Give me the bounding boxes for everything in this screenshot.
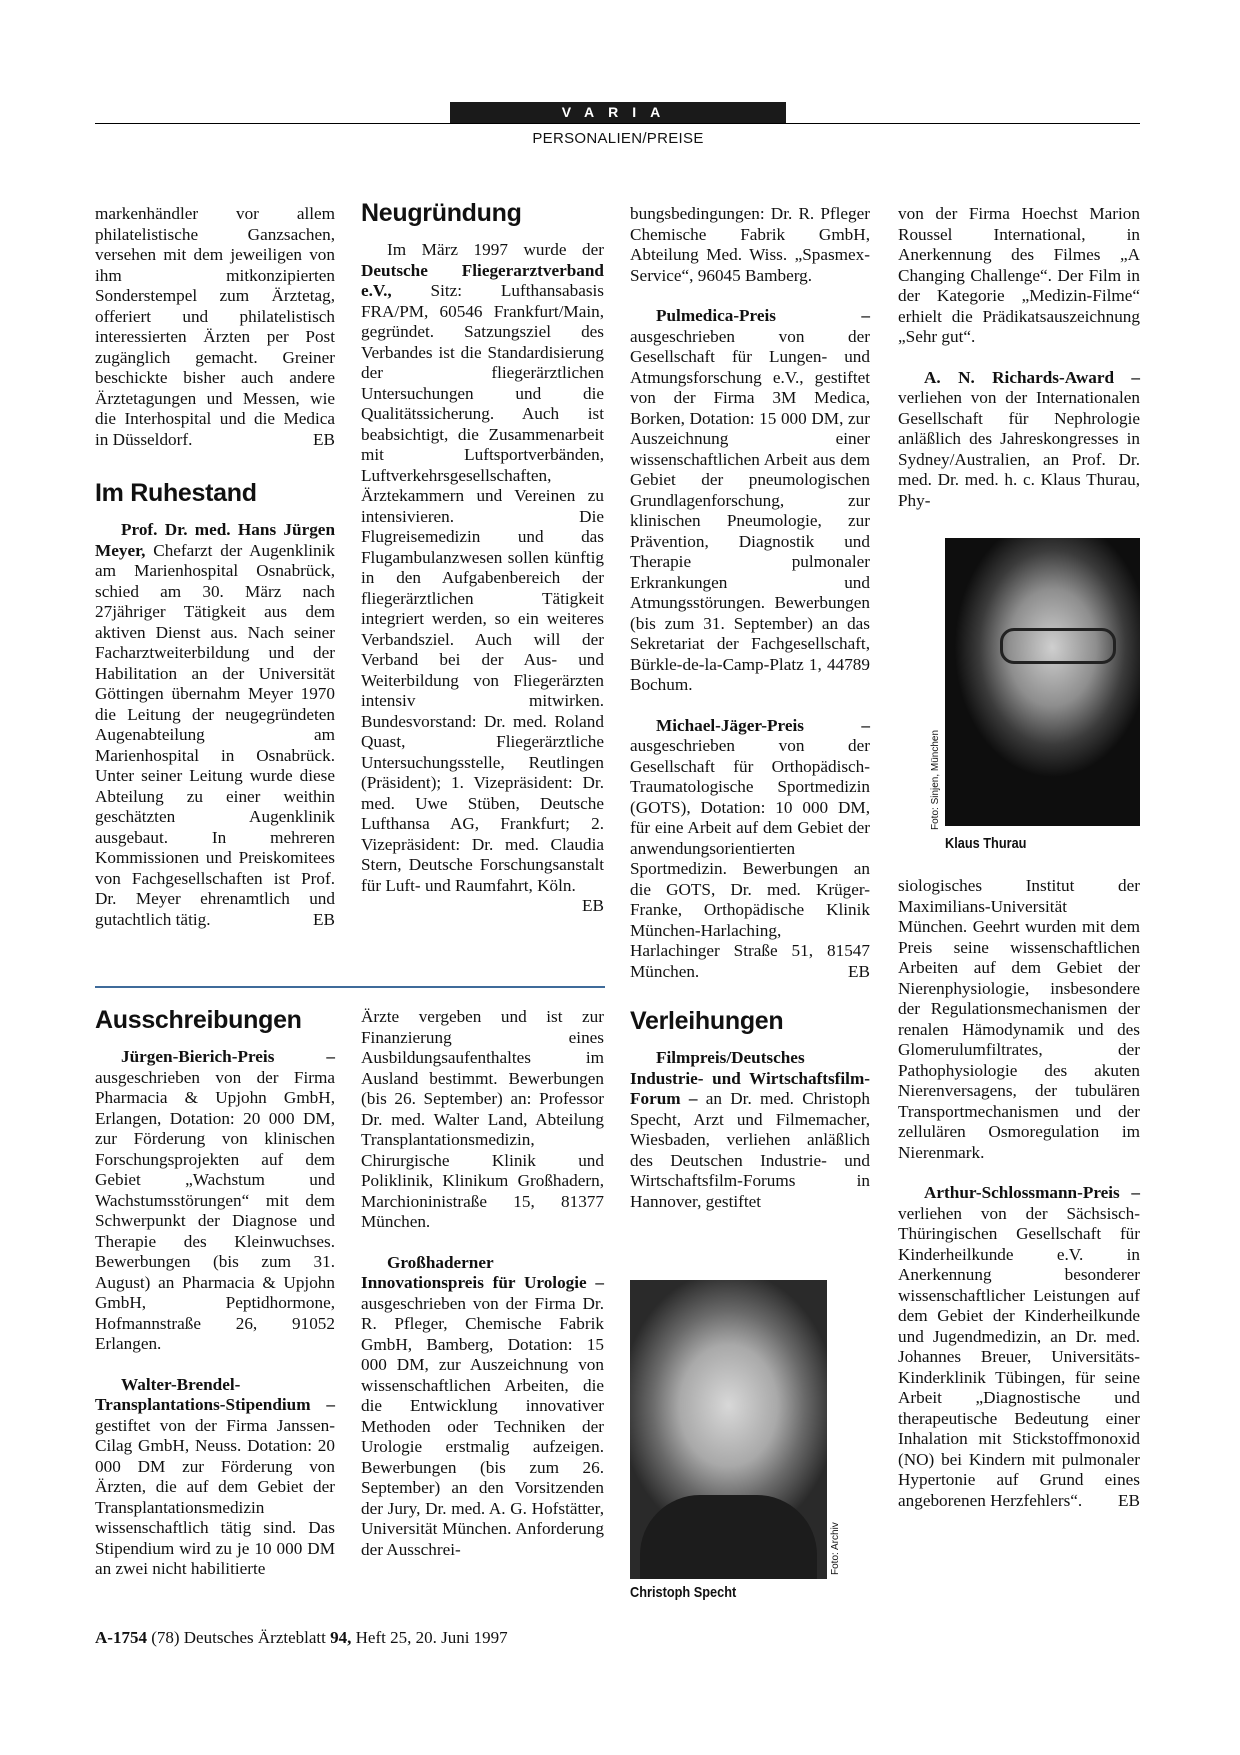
author-signature: EB bbox=[848, 961, 870, 981]
paragraph: bungsbedingungen: Dr. R. Pfleger Chemische Fabrik GmbH, Abteilung Med. Wiss. „Spasmex-Service“, 96045 Bamberg. bbox=[630, 204, 870, 285]
paragraph: Walter-Brendel-Transplantations-Stipendium – gestiftet von der Firma Janssen-Cilag GmbH, Neuss. Dotation: 20 000 DM zur Förderung von Ärzten, die auf dem Gebiet der Transplantationsmedizin wissenschaftlich tätig sind. Das Stipendium wird zu je 10 000 DM an zwei nicht habilitierte bbox=[95, 1374, 335, 1578]
paragraph: markenhändler vor allem philatelistische Ganzsachen, versehen mit dem jeweiligen von ihm mitkonzipierten Sonderstempel zum Ärztetag, offeriert und philatelistisch interessierten Ärzten per Post zugänglich gemacht. Greiner beschickte bisher auch andere Ärztetagungen und Messen, wie die Interhospital und die Medica in Düsseldorf. EB bbox=[95, 204, 335, 449]
paragraph: Arthur-Schlossmann-Preis – verliehen von der Sächsisch-Thüringischen Gesellschaft für Kinderheilkunde e.V. in Anerkennung besonderer wissenschaftlicher Leistungen auf dem Gebiet der Kinderheilkunde und Jugendmedizin, an Dr. med. Johannes Breuer, Universitäts-Kinderklinik Tübingen, für seine Arbeit „Diagnostische und therapeutische Bedeutung einer Inhalation mit Stickstoffmonoxid (NO) bei Kindern mit pulmonaler Hypertonie auf Grund eines angeborenen Herzfehlers“. EB bbox=[898, 1183, 1140, 1510]
header-rule bbox=[95, 123, 1140, 124]
column-2-bottom bbox=[361, 1007, 604, 1560]
column-4-bottom bbox=[898, 876, 1140, 1511]
photo-credit: Foto: Archiv bbox=[830, 1522, 841, 1575]
author-signature: EB bbox=[313, 909, 335, 929]
column-3 bbox=[630, 204, 870, 1212]
portrait-photo-christoph-specht bbox=[630, 1280, 827, 1579]
page-number: A-1754 bbox=[95, 1628, 147, 1647]
paragraph: Pulmedica-Preis – ausgeschrieben von der Gesellschaft für Lungen- und Atmungsforschung e.V., gestiftet von der Firma 3M Medica, Borken, Dotation: 15 000 DM, zur Auszeichnung einer wissenschaftlichen Arbeit aus dem Gebiet der pneumologischen Grundlagenforschung, zur klinischen Pneumologie, zur Prävention, Diagnostik und Therapie pulmonaler Erkrankungen und Atmungsstörungen. Bewerbungen (bis zum 31. September) an das Sekretariat der Fachgesellschaft, Bürkle-de-la-Camp-Platz 1, 44789 Bochum. bbox=[630, 306, 870, 694]
page-footer: A-1754 (78) Deutsches Ärzteblatt 94, Heft 25, 20. Juni 1997 bbox=[95, 1628, 508, 1647]
heading-verleihungen: Verleihungen bbox=[630, 1007, 784, 1035]
paragraph: Im März 1997 wurde der Deutsche Fliegerarztverband e.V., Sitz: Lufthansabasis FRA/PM, 60546 Frankfurt/Main, gegründet. Satzungsziel des Verbandes ist die Standardisierung der fliegerärztlichen Untersuchungen und die Qualitätssicherung. Auch ist beabsichtigt, die Zusammenarbeit mit Luftsportverbänden, Luftverkehrsgesellschaften, Ärztekammern und Vereinen zu intensivieren. Die Flugreisemedizin und das Flugambulanzwesen sollen künftig in den Aufgabenbereich der fliegerärztlichen Tätigkeit integriert werden, so ein weiteres Verbandsziel. Auch will der Verband bei der Aus- und Weiterbildung von Fliegerärzten intensiv mitwirken. Bundesvorstand: Dr. med. Roland Quast, Fliegerärztliche Untersuchungsstelle, Reutlingen (Präsident); 1. Vizepräsident: Dr. med. Uwe Stüben, Deutsche Lufthansa AG, Frankfurt; 2. Vizepräsident: Dr. med. Claudia Stern, Deutsche Forschungsanstalt für Luft- und Raumfahrt, Köln. EB bbox=[361, 240, 604, 915]
paragraph: Großhaderner Innovationspreis für Urologie – ausgeschrieben von der Firma Dr. R. Pfleger, Chemische Fabrik GmbH, Bamberg, Dotation: 15 000 DM, zur Auszeichnung von wissenschaftlichen Arbeiten, die die Entwicklung innovativer Methoden oder Techniken der Urologie erstmalig aufzeigen. Bewerbungen (bis zum 26. September) an den Vorsitzenden der Jury, Dr. med. A. G. Hofstätter, Universität München. Anforderung der Ausschrei- bbox=[361, 1252, 604, 1559]
paragraph: Ärzte vergeben und ist zur Finanzierung eines Ausbildungsaufenthaltes im Ausland bestimmt. Bewerbungen (bis 26. September) an: Professor Dr. med. Walter Land, Abteilung Transplantationsmedizin, Chirurgische Klinik und Poliklinik, Klinikum Großhadern, Marchioninistraße 15, 81377 München. bbox=[361, 1007, 604, 1231]
author-signature: EB bbox=[313, 429, 335, 449]
column-4-top bbox=[898, 204, 1140, 511]
portrait-suit-shape bbox=[640, 1495, 817, 1579]
paragraph: siologisches Institut der Maximilians-Universität München. Geehrt wurden mit dem Preis seine wissenschaftlichen Arbeiten auf dem Gebiet der Nierenphysiologie, insbesondere der Regulationsmechanismen der renalen Hämodynamik und des Glomerulumfiltrates, der Pathophysiologie des akuten Nierenversagens, der tubulären Transportmechanismen und der zellulären Osmoregulation im Nierenmark. bbox=[898, 876, 1140, 1162]
portrait-glasses-shape bbox=[1000, 628, 1116, 664]
photo-caption: Klaus Thurau bbox=[945, 835, 1027, 852]
photo-caption: Christoph Specht bbox=[630, 1584, 737, 1601]
heading-im-ruhestand: Im Ruhestand bbox=[95, 479, 257, 507]
author-signature: EB bbox=[1118, 1490, 1140, 1510]
paragraph: von der Firma Hoechst Marion Roussel International, in Anerkennung des Filmes „A Changing Challenge“. Der Film in der Kategorie „Medizin-Filme“ erhielt die Prädikatsauszeichnung „Sehr gut“. bbox=[898, 204, 1140, 346]
heading-neugruendung: Neugründung bbox=[361, 199, 522, 227]
subsection-title: PERSONALIEN/PREISE bbox=[532, 130, 704, 147]
section-divider bbox=[95, 986, 605, 988]
portrait-photo-klaus-thurau bbox=[945, 538, 1140, 826]
heading-ausschreibungen: Ausschreibungen bbox=[95, 1006, 302, 1034]
column-2-top bbox=[361, 199, 604, 917]
paragraph: Jürgen-Bierich-Preis – ausgeschrieben von der Firma Pharmacia & Upjohn GmbH, Erlangen, Dotation: 20 000 DM, zur Förderung von klinischen Forschungsprojekten auf dem Gebiet „Wachstum und Wachstumsstörungen“ mit dem Schwerpunkt der Diagnose und Therapie des Kleinwuchses. Bewerbungen (bis zum 31. August) an Pharmacia & Upjohn GmbH, Peptidhormone, Hofmannstraße 26, 91052 Erlangen. bbox=[95, 1047, 335, 1353]
photo-credit: Foto: Sinjen, München bbox=[930, 729, 941, 830]
paragraph: Michael-Jäger-Preis – ausgeschrieben von der Gesellschaft für Orthopädisch-Traumatologische Sportmedizin (GOTS), Dotation: 10 000 DM, für eine Arbeit auf dem Gebiet der anwendungsorientierten Sportmedizin. Bewerbungen an die GOTS, Dr. med. Krüger-Franke, Orthopädische Klinik München-Harlaching, Harlachinger Straße 51, 81547 München. EB bbox=[630, 715, 870, 981]
author-signature: EB bbox=[582, 896, 604, 915]
column-1-bottom bbox=[95, 1005, 335, 1580]
paragraph: Filmpreis/Deutsches Industrie- und Wirtschaftsfilm-Forum – an Dr. med. Christoph Specht, Arzt und Filmemacher, Wiesbaden, verliehen anläßlich des Deutschen Industrie- und Wirtschaftsfilm-Forums in Hannover, gestiftet bbox=[630, 1048, 870, 1211]
paragraph: Prof. Dr. med. Hans Jürgen Meyer, Chefarzt der Augenklinik am Marienhospital Osnabrück, schied am 30. März nach 27jähriger Tätigkeit aus dem aktiven Dienst aus. Nach seiner Facharztweiterbildung und der Habilitation an der Universität Göttingen übernahm Meyer 1970 die Leitung der neugegründeten Augenabteilung am Marienhospital in Osnabrück. Unter seiner Leitung wurde diese Abteilung zu einer weithin geschätzten Augenklinik ausgebaut. In mehreren Kommissionen und Preiskomitees von Fachgesellschaften ist Prof. Dr. Meyer ehrenamtlich und gutachtlich tätig. EB bbox=[95, 520, 335, 929]
paragraph: A. N. Richards-Award – verliehen von der Internationalen Gesellschaft für Nephrologie anläßlich des Jahreskongresses in Sydney/Australien, an Prof. Dr. med. Dr. med. h. c. Klaus Thurau, Phy- bbox=[898, 367, 1140, 510]
column-1-top bbox=[95, 204, 335, 930]
section-title: VARIA bbox=[450, 102, 786, 123]
